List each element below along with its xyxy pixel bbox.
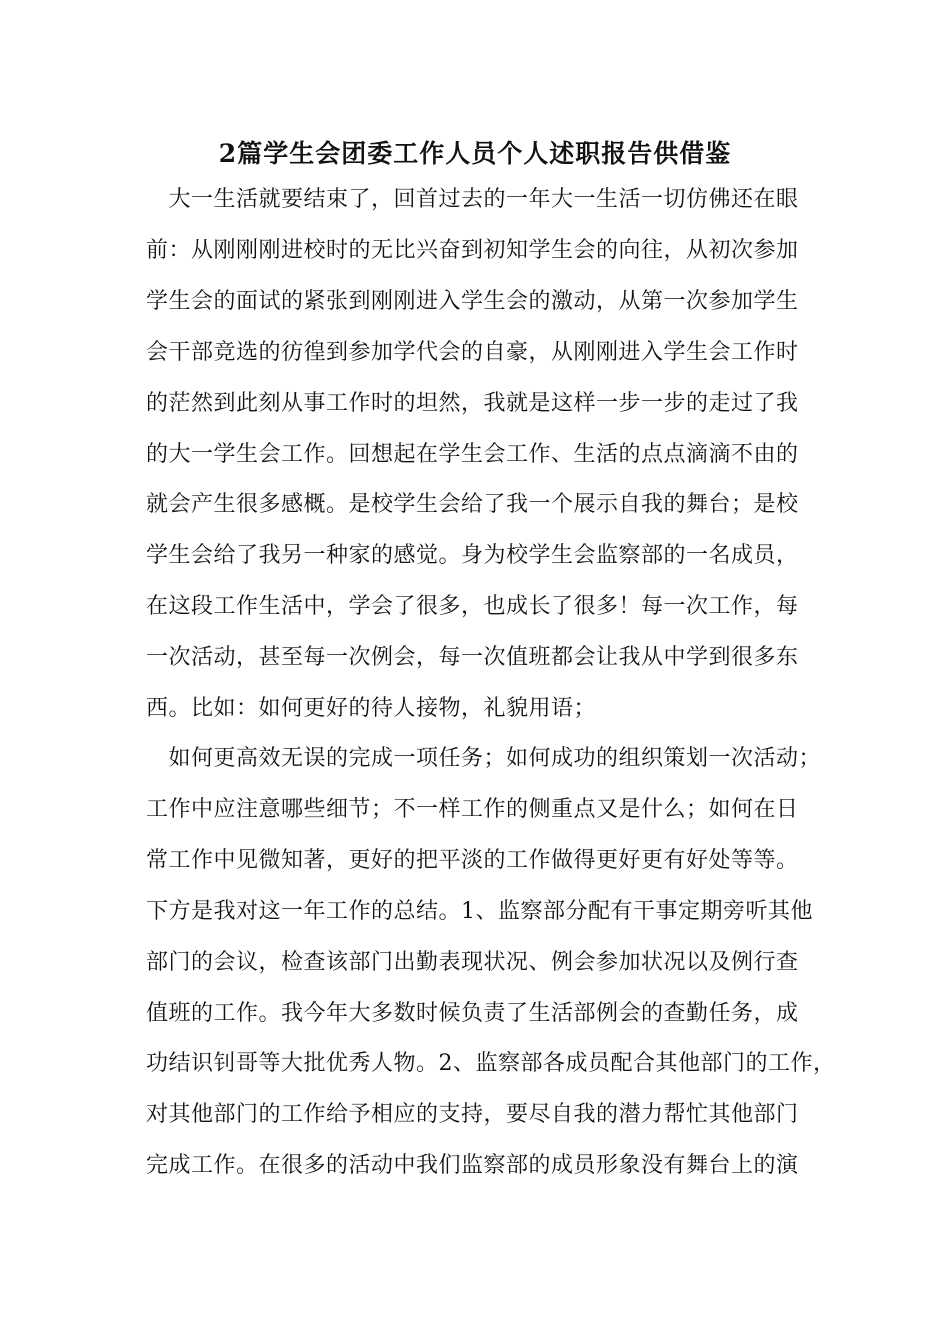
text-line: 部门的会议，检查该部门出勤表现状况、例会参加状况以及例行查 <box>146 949 799 975</box>
text-line: 完成工作。在很多的活动中我们监察部的成员形象没有舞台上的演 <box>146 1153 799 1179</box>
paragraph-2 <box>146 734 836 1192</box>
text-line: 的大一学生会工作。回想起在学生会工作、生活的点点滴滴不由的 <box>146 441 799 467</box>
text-line: 一次活动，甚至每一次例会，每一次值班都会让我从中学到很多东 <box>146 645 799 671</box>
text-line: 值班的工作。我今年大多数时候负责了生活部例会的查勤任务，成 <box>146 1000 799 1026</box>
text-line: 会干部竞选的彷徨到参加学代会的自豪，从刚刚进入学生会工作时 <box>146 339 799 365</box>
text-line: 功结识钊哥等大批优秀人物。2、监察部各成员配合其他部门的工作， <box>146 1051 836 1077</box>
text-line: 西。比如：如何更好的待人接物，礼貌用语； <box>146 696 597 722</box>
text-line: 对其他部门的工作给予相应的支持，要尽自我的潜力帮忙其他部门 <box>146 1102 799 1128</box>
text-line: 常工作中见微知著，更好的把平淡的工作做得更好更有好处等等。 <box>146 847 799 873</box>
text-line: 就会产生很多感概。是校学生会给了我一个展示自我的舞台；是校 <box>146 492 799 518</box>
text-line: 学生会给了我另一种家的感觉。身为校学生会监察部的一名成员， <box>146 543 799 569</box>
text-line: 下方是我对这一年工作的总结。1、监察部分配有干事定期旁听其他 <box>146 898 813 924</box>
text-line: 的茫然到此刻从事工作时的坦然，我就是这样一步一步的走过了我 <box>146 390 799 416</box>
document-title: 2篇学生会团委工作人员个人述职报告供借鉴 <box>218 139 732 168</box>
text-line: 大一生活就要结束了，回首过去的一年大一生活一切仿佛还在眼 <box>146 187 799 212</box>
text-line: 前：从刚刚刚进校时的无比兴奋到初知学生会的向往，从初次参加 <box>146 237 799 263</box>
text-line: 在这段工作生活中，学会了很多，也成长了很多！每一次工作，每 <box>146 594 799 620</box>
text-line: 学生会的面试的紧张到刚刚进入学生会的激动，从第一次参加学生 <box>146 288 799 314</box>
text-line: 如何更高效无误的完成一项任务；如何成功的组织策划一次活动； <box>146 746 822 771</box>
text-line: 工作中应注意哪些细节；不一样工作的侧重点又是什么；如何在日 <box>146 796 799 822</box>
paragraph-1 <box>146 175 826 735</box>
